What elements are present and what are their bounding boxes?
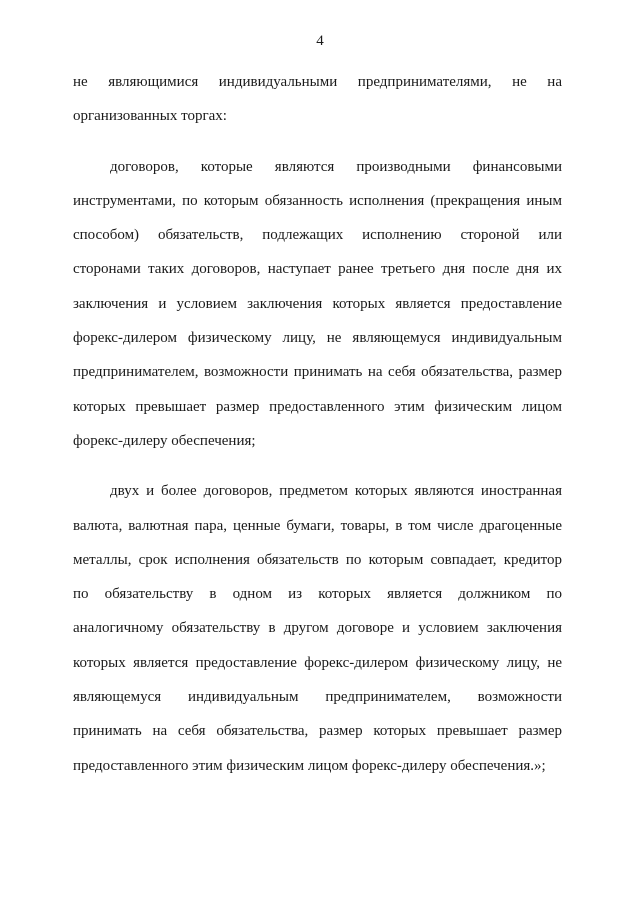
text-line: организованных торгах: [73,108,227,125]
text-line: металлы, срок исполнения обязательств по которым совпадает, кредитор [73,551,562,568]
text-line: принимать на себя обязательства, размер которых превышает размер [73,723,562,740]
text-line: не являющимися индивидуальными предпринимателями, не на [73,74,562,90]
paragraph [73,68,562,137]
text-line: заключения и условием заключения которых является предоставление [73,295,562,312]
text-line: предоставленного этим физическим лицом форекс-дилеру обеспечения.»; [73,757,546,774]
text-line: договоров, которые являются производными финансовыми [110,158,562,175]
text-line: инструментами, по которым обязанность исполнения (прекращения иным [73,192,562,209]
text-line: способом) обязательств, подлежащих исполнению стороной или [73,227,562,244]
document-body [73,68,562,786]
text-line: валюта, валютная пара, ценные бумаги, товары, в том числе драгоценные [73,517,562,534]
text-line: форекс-дилеру обеспечения; [73,432,256,449]
text-line: предпринимателем, возможности принимать на себя обязательства, размер [73,364,562,381]
text-line: сторонами таких договоров, наступает ранее третьего дня после дня их [73,261,562,278]
text-line: аналогичному обязательству в другом договоре и условием заключения [73,620,562,637]
text-line: являющемуся индивидуальным предпринимателем, возможности [73,689,562,706]
paragraph [73,477,562,786]
text-line: форекс-дилером физическому лицу, не являющемуся индивидуальным [73,330,562,347]
text-line: двух и более договоров, предметом которых являются иностранная [110,483,562,500]
text-line: которых превышает размер предоставленного этим физическим лицом [73,398,562,415]
text-line: которых является предоставление форекс-дилером физическому лицу, не [73,654,562,671]
page-number: 4 [316,33,324,49]
paragraph [73,153,562,462]
text-line: по обязательству в одном из которых является должником по [73,586,562,603]
